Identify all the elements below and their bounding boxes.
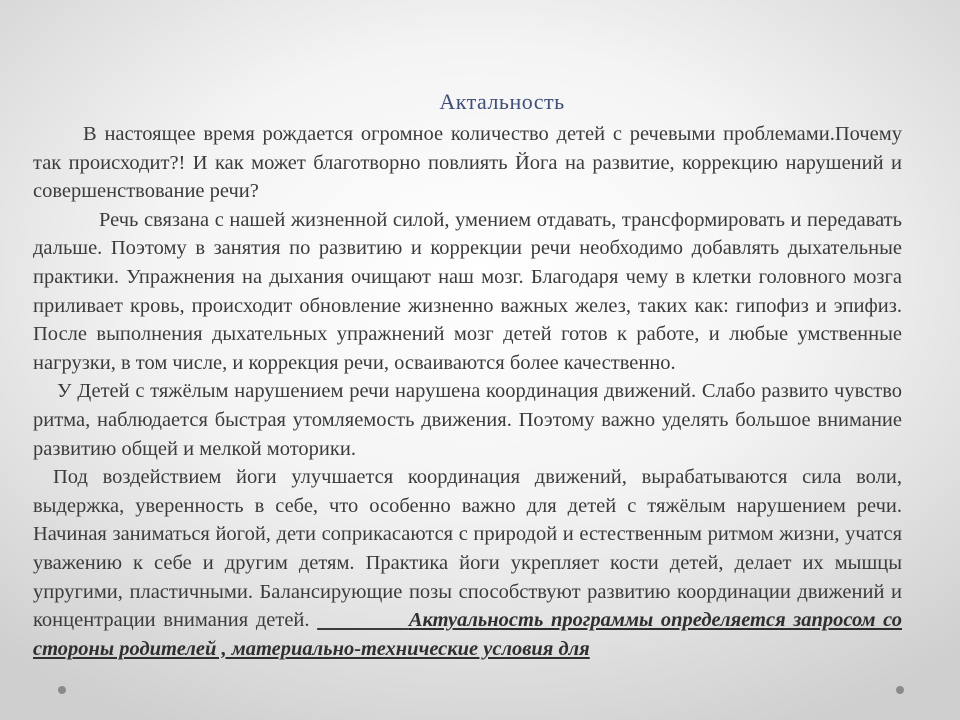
left-dot-icon — [58, 686, 66, 694]
paragraph-4-text: Под воздействием йоги улучшается координация движений, вырабатываются сила воли, выдержка, уверенность в себе, что особенно важно для детей с тяжёлым нарушением речи. Начиная заниматься йогой, дети соприкасаются с природой и естественным ритмом жизни, учатся уважению к себе и другим детям. Практика йоги укрепляет кости детей, делает их мышцы упругими, пластичными. Балансирующие позы способствуют развитию координации движений и концентрации внимания детей. — [33, 466, 902, 632]
slide-body — [33, 120, 902, 663]
right-dot-icon — [896, 686, 904, 694]
paragraph-3: У Детей с тяжёлым нарушением речи нарушена координация движений. Слабо развито чувство ритма, наблюдается быстрая утомляемость движения. Поэтому важно уделять большое внимание развитию общей и мелкой моторики. — [33, 380, 902, 460]
underline-blank — [317, 609, 409, 631]
paragraph-2: Речь связана с нашей жизненной силой, умением отдавать, трансформировать и передавать дальше. Поэтому в занятия по развитию и коррекции речи необходимо добавлять дыхательные практики. Упражнения на дыхания очищают наш мозг. Благодаря чему в клетки головного мозга приливает кровь, происходит обновление жизненно важных желез, таких как: гипофиз и эпифиз. После выполнения дыхательных упражнений мозг детей готов к работе, и любые умственные нагрузки, в том числе, и коррекция речи, осваиваются более качественно. — [33, 208, 902, 374]
paragraph-1: В настоящее время рождается огромное количество детей с речевыми проблемами.Почему так происходит?! И как может благотворно повлиять Йога на развитие, коррекцию нарушений и совершенствование речи? — [33, 123, 902, 203]
relevance-emphasis: Актуальность программы определяется запросом со стороны родителей , материально-технические условия для — [33, 609, 902, 660]
paragraph-4 — [33, 463, 902, 663]
slide-title: Актальность — [439, 89, 565, 114]
